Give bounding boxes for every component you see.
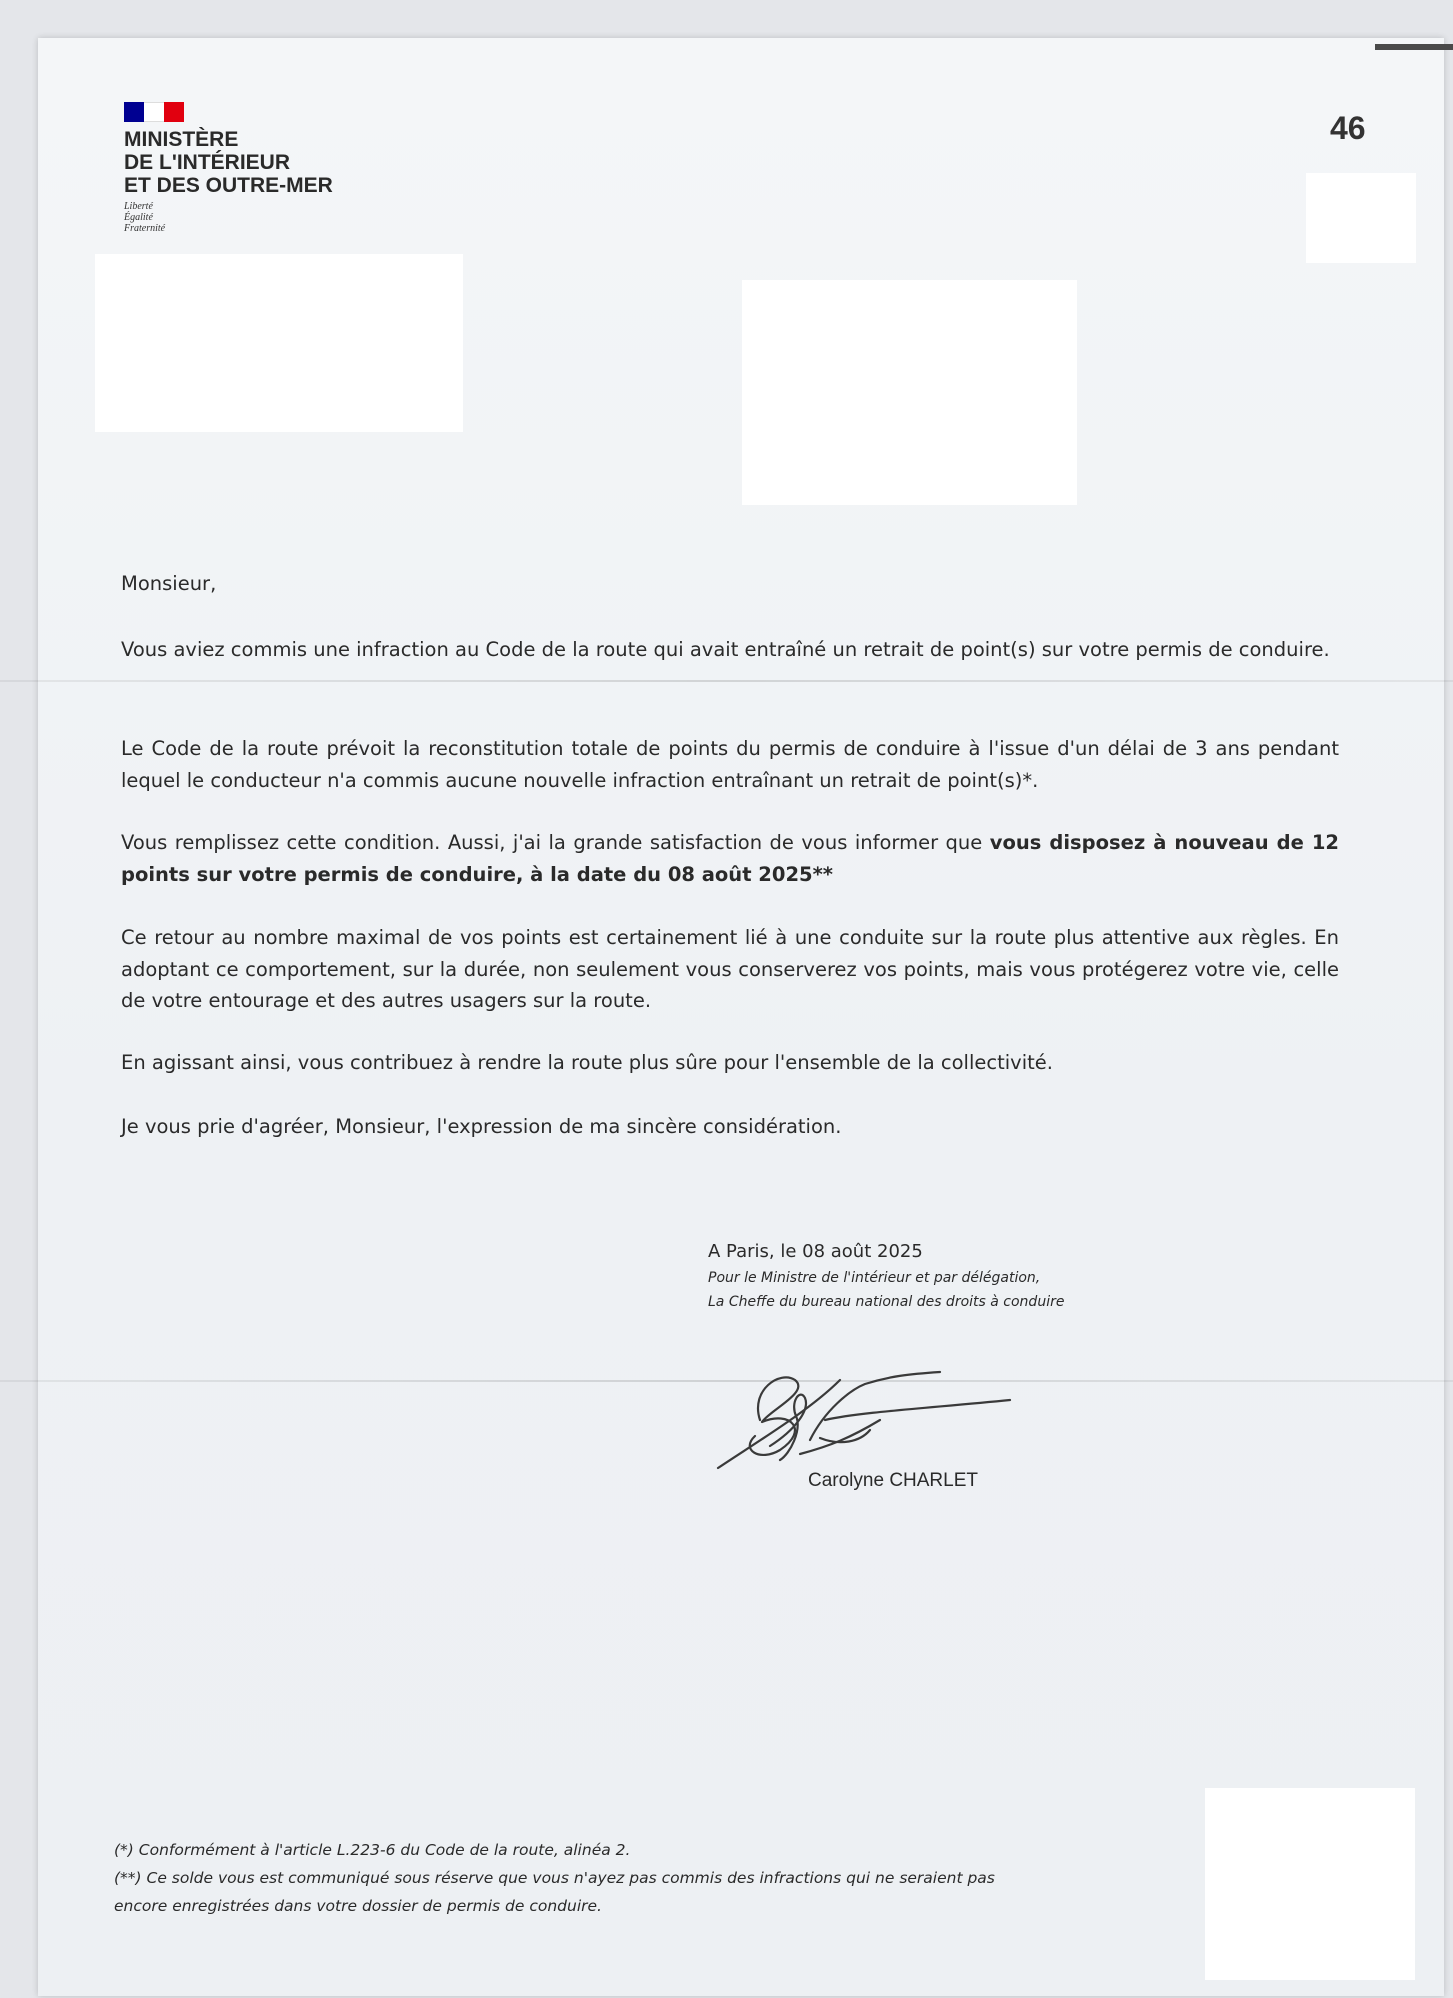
marianne-flag-icon	[124, 102, 184, 122]
ministry-logo	[124, 102, 384, 234]
paragraph-behaviour: Ce retour au nombre maximal de vos points est certainement lié à une conduite sur la route plus attentive aux règles. En adoptant ce comportement, sur la durée, non seulement vous conserverez vos points, mais vous protégerez votre vie, celle de votre entourage et des autres usagers sur la route.	[121, 926, 1339, 1012]
handwritten-signature-icon	[700, 1350, 1030, 1480]
points-restored-statement: vous disposez à nouveau de 12 points sur votre permis de conduire, à la date du 08 août 2025**	[121, 831, 1339, 886]
footnotes	[114, 1836, 1014, 1920]
footnote-2: (**) Ce solde vous est communiqué sous réserve que vous n'ayez pas commis des infractions qui ne seraient pas encore enregistrées dans votre dossier de permis de conduire.	[114, 1869, 995, 1915]
footnote-1: (*) Conformément à l'article L.223-6 du Code de la route, alinéa 2.	[114, 1841, 631, 1859]
redaction-box	[1205, 1788, 1415, 1980]
signer-name: Carolyne CHARLET	[808, 1470, 978, 1491]
paper-fold-line	[0, 680, 1453, 682]
salutation: Monsieur,	[121, 572, 217, 595]
place-date: A Paris, le 08 août 2025	[708, 1241, 923, 1262]
paragraph-rule: Le Code de la route prévoit la reconstitution totale de points du permis de conduire à l'issue d'un délai de 3 ans pendant lequel le conducteur n'a commis aucune nouvelle infraction entraînant un retrait de point(s)*.	[121, 737, 1339, 792]
ministry-name: MINISTÈRE DE L'INTÉRIEUR ET DES OUTRE-MER	[124, 128, 333, 197]
page-number: 46	[1330, 110, 1366, 146]
redaction-box	[1306, 173, 1416, 263]
redaction-box	[742, 280, 1077, 505]
paragraph-safety: En agissant ainsi, vous contribuez à rendre la route plus sûre pour l'ensemble de la collectivité.	[121, 1051, 1053, 1074]
redaction-box	[95, 254, 463, 432]
paragraph-condition: Vous remplissez cette condition. Aussi, j'ai la grande satisfaction de vous informer que vous disposez à nouveau de 12 points sur votre permis de conduire, à la date du 08 août 2025**	[121, 831, 1339, 886]
scan-edge	[1375, 44, 1453, 50]
delegation-line: Pour le Ministre de l'intérieur et par délégation,	[708, 1270, 1041, 1286]
closing-formula: Je vous prie d'agréer, Monsieur, l'expression de ma sincère considération.	[121, 1115, 842, 1138]
delegation-line: La Cheffe du bureau national des droits à conduire	[708, 1294, 1065, 1310]
republic-motto: Liberté Égalité Fraternité	[124, 201, 166, 234]
paragraph-infraction: Vous aviez commis une infraction au Code de la route qui avait entraîné un retrait de point(s) sur votre permis de conduire.	[121, 638, 1330, 661]
signature-block	[708, 1238, 1064, 1314]
